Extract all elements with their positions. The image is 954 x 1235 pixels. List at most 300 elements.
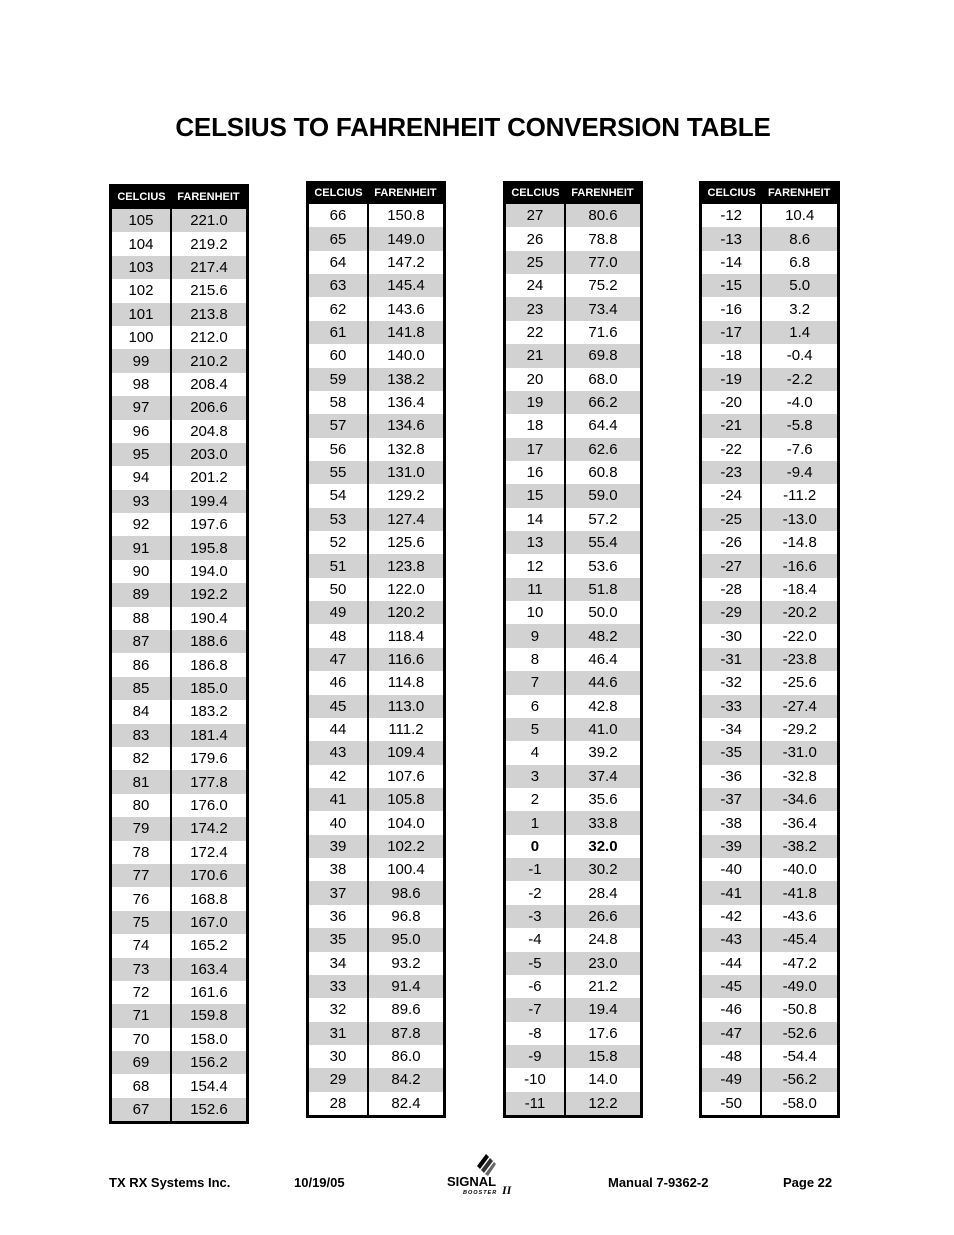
fahrenheit-cell: 8.6 <box>761 227 837 250</box>
celsius-cell: -1 <box>506 858 565 881</box>
celsius-cell: -31 <box>702 648 761 671</box>
celsius-cell: 35 <box>309 928 368 951</box>
fahrenheit-cell: 53.6 <box>588 557 618 575</box>
fahrenheit-cell: 199.4 <box>171 490 246 513</box>
celsius-cell: 12 <box>506 554 565 577</box>
table-row <box>309 484 443 507</box>
table-row <box>702 531 837 554</box>
table-row <box>506 975 640 998</box>
table-row <box>506 461 640 484</box>
fahrenheit-cell: -5.8 <box>761 414 837 437</box>
table-row <box>112 794 246 817</box>
table-header-row <box>112 184 246 209</box>
fahrenheit-cell: -49.0 <box>761 975 837 998</box>
celsius-cell: 71 <box>112 1004 171 1027</box>
celsius-cell: 101 <box>112 303 171 326</box>
table-row <box>309 438 443 461</box>
celsius-cell: 13 <box>506 531 565 554</box>
table-row <box>702 508 837 531</box>
fahrenheit-cell: 37.4 <box>565 765 640 788</box>
table-row <box>506 835 640 858</box>
celsius-cell: 77 <box>112 864 171 887</box>
celsius-header: CELCIUS <box>702 181 761 204</box>
table-row <box>702 438 837 461</box>
fahrenheit-cell: 116.6 <box>368 648 443 671</box>
table-row <box>506 858 640 881</box>
table-row <box>112 1098 246 1121</box>
celsius-cell: -24 <box>702 484 761 507</box>
table-row <box>702 461 837 484</box>
celsius-cell: 18 <box>506 414 565 437</box>
celsius-cell: -2 <box>506 881 565 904</box>
celsius-cell: 25 <box>506 251 565 274</box>
table-row <box>506 484 640 507</box>
fahrenheit-cell: 69.8 <box>565 344 640 367</box>
celsius-cell: 14 <box>506 508 565 531</box>
table-row <box>506 251 640 274</box>
table-row <box>506 368 640 391</box>
celsius-cell: -46 <box>702 998 761 1021</box>
celsius-cell: 54 <box>309 484 368 507</box>
celsius-cell: 93 <box>112 490 171 513</box>
table-row <box>506 695 640 718</box>
table-row <box>309 998 443 1021</box>
table-row <box>309 391 443 414</box>
celsius-cell: -10 <box>506 1068 565 1091</box>
table-row <box>506 297 640 320</box>
celsius-cell: 69 <box>112 1051 171 1074</box>
fahrenheit-cell: -2.2 <box>761 368 837 391</box>
table-row <box>506 718 640 741</box>
celsius-cell: 72 <box>112 981 171 1004</box>
fahrenheit-cell: 174.2 <box>171 817 246 840</box>
table-row <box>309 274 443 297</box>
table-row <box>112 1074 246 1097</box>
fahrenheit-cell: 3.2 <box>789 300 811 318</box>
fahrenheit-cell: -50.8 <box>782 1001 817 1019</box>
table-row <box>112 279 246 302</box>
fahrenheit-cell: 21.2 <box>588 978 618 996</box>
fahrenheit-cell: 51.8 <box>565 578 640 601</box>
table-row <box>309 414 443 437</box>
fahrenheit-cell: 161.6 <box>190 984 228 1002</box>
celsius-cell: 22 <box>506 321 565 344</box>
table-row <box>702 1092 837 1115</box>
celsius-cell: 20 <box>506 368 565 391</box>
table-row <box>702 204 837 227</box>
fahrenheit-cell: 91.4 <box>368 975 443 998</box>
table-row <box>702 928 837 951</box>
celsius-cell: 76 <box>112 887 171 910</box>
celsius-cell: 91 <box>112 536 171 559</box>
celsius-cell: 44 <box>309 718 368 741</box>
conversion-table-4 <box>699 181 840 1118</box>
fahrenheit-cell: 177.8 <box>171 770 246 793</box>
celsius-cell: -4 <box>506 928 565 951</box>
fahrenheit-cell: 87.8 <box>368 1022 443 1045</box>
fahrenheit-cell: 42.8 <box>588 697 618 715</box>
table-row <box>506 1068 640 1091</box>
celsius-cell: -39 <box>702 835 761 858</box>
fahrenheit-cell: 71.6 <box>588 323 618 341</box>
celsius-cell: -44 <box>702 952 761 975</box>
table-row <box>309 554 443 577</box>
celsius-cell: 17 <box>506 438 565 461</box>
celsius-cell: 98 <box>112 373 171 396</box>
fahrenheit-cell: 176.0 <box>190 796 228 814</box>
footer-page: Page 22 <box>783 1175 833 1190</box>
table-row <box>506 1022 640 1045</box>
fahrenheit-cell: 78.8 <box>588 230 618 248</box>
celsius-cell: -5 <box>506 952 565 975</box>
fahrenheit-cell: 208.4 <box>190 375 228 393</box>
celsius-cell: -11 <box>506 1092 565 1115</box>
logo-signal-text: SIGNAL <box>447 1174 497 1189</box>
fahrenheit-cell: -36.4 <box>782 814 817 832</box>
fahrenheit-cell: 44.6 <box>565 671 640 694</box>
celsius-cell: 53 <box>309 508 368 531</box>
fahrenheit-cell: 195.8 <box>171 536 246 559</box>
celsius-header: CELCIUS <box>112 184 171 209</box>
celsius-cell: 63 <box>309 274 368 297</box>
table-row <box>112 443 246 466</box>
table-row <box>309 601 443 624</box>
fahrenheit-cell: 194.0 <box>190 563 228 581</box>
celsius-cell: 84 <box>112 700 171 723</box>
table-row <box>309 1045 443 1068</box>
fahrenheit-cell: 35.6 <box>588 791 618 809</box>
table-row <box>702 484 837 507</box>
table-row <box>112 232 246 255</box>
table-row <box>309 321 443 344</box>
fahrenheit-cell: 89.6 <box>391 1001 421 1019</box>
celsius-cell: -40 <box>702 858 761 881</box>
table-row <box>506 741 640 764</box>
table-row <box>309 811 443 834</box>
table-row <box>702 881 837 904</box>
table-row <box>506 227 640 250</box>
table-row <box>702 975 837 998</box>
fahrenheit-cell: 82.4 <box>391 1094 421 1112</box>
table-row <box>309 905 443 928</box>
fahrenheit-cell: 96.8 <box>391 907 421 925</box>
celsius-cell: 65 <box>309 227 368 250</box>
fahrenheit-cell: 203.0 <box>171 443 246 466</box>
table-row <box>702 601 837 624</box>
celsius-cell: 85 <box>112 677 171 700</box>
celsius-cell: 10 <box>506 601 565 624</box>
table-row <box>506 508 640 531</box>
conversion-table-2 <box>306 181 446 1118</box>
table-row <box>309 531 443 554</box>
celsius-cell: -19 <box>702 368 761 391</box>
fahrenheit-cell: 179.6 <box>190 750 228 768</box>
fahrenheit-cell: -11.2 <box>783 487 817 505</box>
table-row <box>506 671 640 694</box>
table-row <box>702 765 837 788</box>
celsius-cell: -20 <box>702 391 761 414</box>
fahrenheit-cell: 28.4 <box>588 884 618 902</box>
celsius-cell: 81 <box>112 770 171 793</box>
celsius-cell: 33 <box>309 975 368 998</box>
table-header-row <box>702 181 837 204</box>
celsius-cell: 4 <box>506 741 565 764</box>
fahrenheit-cell: -14.8 <box>782 534 817 552</box>
celsius-cell: -48 <box>702 1045 761 1068</box>
celsius-cell: -37 <box>702 788 761 811</box>
fahrenheit-cell: 57.2 <box>588 510 618 528</box>
fahrenheit-cell: 168.8 <box>190 890 228 908</box>
celsius-cell: 89 <box>112 583 171 606</box>
table-row <box>506 554 640 577</box>
table-row <box>702 414 837 437</box>
table-row <box>112 981 246 1004</box>
fahrenheit-cell: 32.0 <box>588 837 618 855</box>
celsius-cell: 5 <box>506 718 565 741</box>
fahrenheit-cell: 201.2 <box>190 469 228 487</box>
table-row <box>506 578 640 601</box>
table-row <box>702 835 837 858</box>
celsius-cell: -17 <box>702 321 761 344</box>
celsius-cell: -21 <box>702 414 761 437</box>
fahrenheit-cell: 122.0 <box>387 580 425 598</box>
celsius-cell: -42 <box>702 905 761 928</box>
celsius-cell: -12 <box>702 204 761 227</box>
fahrenheit-cell: 100.4 <box>387 861 425 879</box>
table-row <box>506 321 640 344</box>
celsius-cell: 36 <box>309 905 368 928</box>
table-row <box>702 368 837 391</box>
table-row <box>506 204 640 227</box>
celsius-cell: 64 <box>309 251 368 274</box>
fahrenheit-cell: -25.6 <box>782 674 817 692</box>
fahrenheit-cell: -40.0 <box>782 861 817 879</box>
table-row <box>309 1022 443 1045</box>
table-row <box>702 624 837 647</box>
celsius-cell: 70 <box>112 1028 171 1051</box>
fahrenheit-cell: 156.2 <box>171 1051 246 1074</box>
table-row <box>112 911 246 934</box>
table-row <box>702 1022 837 1045</box>
fahrenheit-cell: 197.6 <box>190 516 228 534</box>
fahrenheit-cell: 73.4 <box>565 297 640 320</box>
fahrenheit-cell: 46.4 <box>588 651 618 668</box>
fahrenheit-cell: 127.4 <box>368 508 443 531</box>
footer-date: 10/19/05 <box>294 1175 345 1190</box>
table-row <box>309 251 443 274</box>
table-row <box>506 648 640 671</box>
table-row <box>112 466 246 489</box>
fahrenheit-cell: -20.2 <box>761 601 837 624</box>
table-row <box>112 630 246 653</box>
celsius-cell: 38 <box>309 858 368 881</box>
table-row <box>506 624 640 647</box>
fahrenheit-cell: 86.0 <box>391 1048 421 1066</box>
fahrenheit-cell: 143.6 <box>387 300 425 318</box>
fahrenheit-cell: 66.2 <box>565 391 640 414</box>
fahrenheit-cell: 170.6 <box>171 864 246 887</box>
table-row <box>309 508 443 531</box>
fahrenheit-cell: 1.4 <box>761 321 837 344</box>
table-row <box>309 741 443 764</box>
fahrenheit-cell: 210.2 <box>171 349 246 372</box>
table-row <box>309 648 443 671</box>
celsius-cell: -32 <box>702 671 761 694</box>
fahrenheit-cell: 93.2 <box>391 954 421 972</box>
celsius-cell: 2 <box>506 788 565 811</box>
table-row <box>309 718 443 741</box>
fahrenheit-cell: 165.2 <box>190 937 228 955</box>
celsius-cell: 103 <box>112 256 171 279</box>
table-row <box>702 1045 837 1068</box>
table-row <box>112 490 246 513</box>
celsius-cell: 1 <box>506 811 565 834</box>
fahrenheit-cell: 118.4 <box>387 627 425 645</box>
fahrenheit-cell: 17.6 <box>588 1024 618 1042</box>
table-row <box>506 1092 640 1115</box>
table-row <box>702 554 837 577</box>
celsius-cell: 56 <box>309 438 368 461</box>
celsius-cell: 105 <box>112 209 171 232</box>
table-row <box>112 677 246 700</box>
fahrenheit-cell: -22.0 <box>782 627 817 645</box>
celsius-cell: 59 <box>309 368 368 391</box>
fahrenheit-cell: 192.2 <box>171 583 246 606</box>
table-row <box>309 1092 443 1115</box>
table-row <box>309 461 443 484</box>
fahrenheit-cell: 26.6 <box>565 905 640 928</box>
signal-booster-logo-icon <box>446 1148 516 1196</box>
fahrenheit-cell: 131.0 <box>368 461 443 484</box>
celsius-cell: -49 <box>702 1068 761 1091</box>
fahrenheit-cell: 149.0 <box>368 227 443 250</box>
fahrenheit-cell: 10.4 <box>785 207 815 225</box>
celsius-cell: -13 <box>702 227 761 250</box>
celsius-cell: 6 <box>506 695 565 718</box>
celsius-cell: 99 <box>112 349 171 372</box>
celsius-cell: 3 <box>506 765 565 788</box>
celsius-cell: 52 <box>309 531 368 554</box>
fahrenheit-cell: 102.2 <box>368 835 443 858</box>
table-row <box>506 438 640 461</box>
celsius-cell: 100 <box>112 326 171 349</box>
celsius-cell: 82 <box>112 747 171 770</box>
celsius-cell: -18 <box>702 344 761 367</box>
footer-manual: Manual 7-9362-2 <box>608 1175 709 1190</box>
celsius-cell: 66 <box>309 204 368 227</box>
table-row <box>702 274 837 297</box>
table-row <box>112 747 246 770</box>
celsius-cell: -35 <box>702 741 761 764</box>
table-row <box>309 928 443 951</box>
fahrenheit-cell: -52.6 <box>761 1022 837 1045</box>
fahrenheit-cell: -13.0 <box>761 508 837 531</box>
fahrenheit-cell: 105.8 <box>368 788 443 811</box>
table-row <box>702 648 837 671</box>
fahrenheit-cell: 204.8 <box>190 422 228 440</box>
table-row <box>112 209 246 232</box>
table-row <box>112 607 246 630</box>
celsius-cell: -14 <box>702 251 761 274</box>
fahrenheit-cell: 132.8 <box>387 440 425 458</box>
celsius-cell: 55 <box>309 461 368 484</box>
celsius-cell: 29 <box>309 1068 368 1091</box>
celsius-cell: -8 <box>506 1022 565 1045</box>
fahrenheit-cell: -47.2 <box>782 954 817 972</box>
fahrenheit-cell: 213.8 <box>171 303 246 326</box>
conversion-table-3 <box>503 181 643 1118</box>
celsius-cell: 68 <box>112 1074 171 1097</box>
celsius-cell: -7 <box>506 998 565 1021</box>
celsius-cell: -28 <box>702 578 761 601</box>
celsius-cell: 23 <box>506 297 565 320</box>
table-row <box>112 303 246 326</box>
table-row <box>702 1068 837 1091</box>
fahrenheit-cell: 33.8 <box>565 811 640 834</box>
table-row <box>112 770 246 793</box>
table-row <box>309 765 443 788</box>
fahrenheit-cell: 98.6 <box>368 881 443 904</box>
fahrenheit-cell: 41.0 <box>565 718 640 741</box>
fahrenheit-cell: 154.4 <box>190 1077 228 1095</box>
celsius-cell: 41 <box>309 788 368 811</box>
fahrenheit-cell: 215.6 <box>190 282 228 300</box>
fahrenheit-cell: 62.6 <box>565 438 640 461</box>
table-row <box>702 251 837 274</box>
table-row <box>112 958 246 981</box>
logo-booster-text: BOOSTER <box>463 1190 498 1196</box>
celsius-cell: -6 <box>506 975 565 998</box>
fahrenheit-cell: 84.2 <box>368 1068 443 1091</box>
fahrenheit-cell: -23.8 <box>761 648 837 671</box>
table-row <box>506 928 640 951</box>
celsius-cell: 57 <box>309 414 368 437</box>
table-row <box>506 274 640 297</box>
celsius-cell: 26 <box>506 227 565 250</box>
table-row <box>702 695 837 718</box>
table-row <box>112 817 246 840</box>
fahrenheit-cell: 107.6 <box>387 767 425 785</box>
fahrenheit-cell: 136.4 <box>387 394 425 412</box>
fahrenheit-cell: 129.2 <box>387 487 425 505</box>
table-row <box>702 952 837 975</box>
fahrenheit-cell: 123.8 <box>368 554 443 577</box>
celsius-cell: 31 <box>309 1022 368 1045</box>
table-row <box>506 414 640 437</box>
fahrenheit-cell: 188.6 <box>171 630 246 653</box>
fahrenheit-cell: 19.4 <box>565 998 640 1021</box>
fahrenheit-cell: 206.6 <box>171 396 246 419</box>
fahrenheit-cell: 5.0 <box>761 274 837 297</box>
table-row <box>702 998 837 1021</box>
celsius-cell: 75 <box>112 911 171 934</box>
table-row <box>112 583 246 606</box>
celsius-cell: 9 <box>506 624 565 647</box>
fahrenheit-cell: -27.4 <box>761 695 837 718</box>
footer-company: TX RX Systems Inc. <box>109 1175 231 1190</box>
table-row <box>309 835 443 858</box>
celsius-cell: -41 <box>702 881 761 904</box>
celsius-cell: 16 <box>506 461 565 484</box>
table-row <box>309 671 443 694</box>
table-grid <box>112 184 246 1121</box>
fahrenheit-cell: 212.0 <box>190 329 228 347</box>
celsius-cell: 80 <box>112 794 171 817</box>
signal-booster-logo <box>446 1148 516 1196</box>
table-row <box>506 391 640 414</box>
celsius-cell: 0 <box>506 835 565 858</box>
table-grid <box>506 181 640 1115</box>
